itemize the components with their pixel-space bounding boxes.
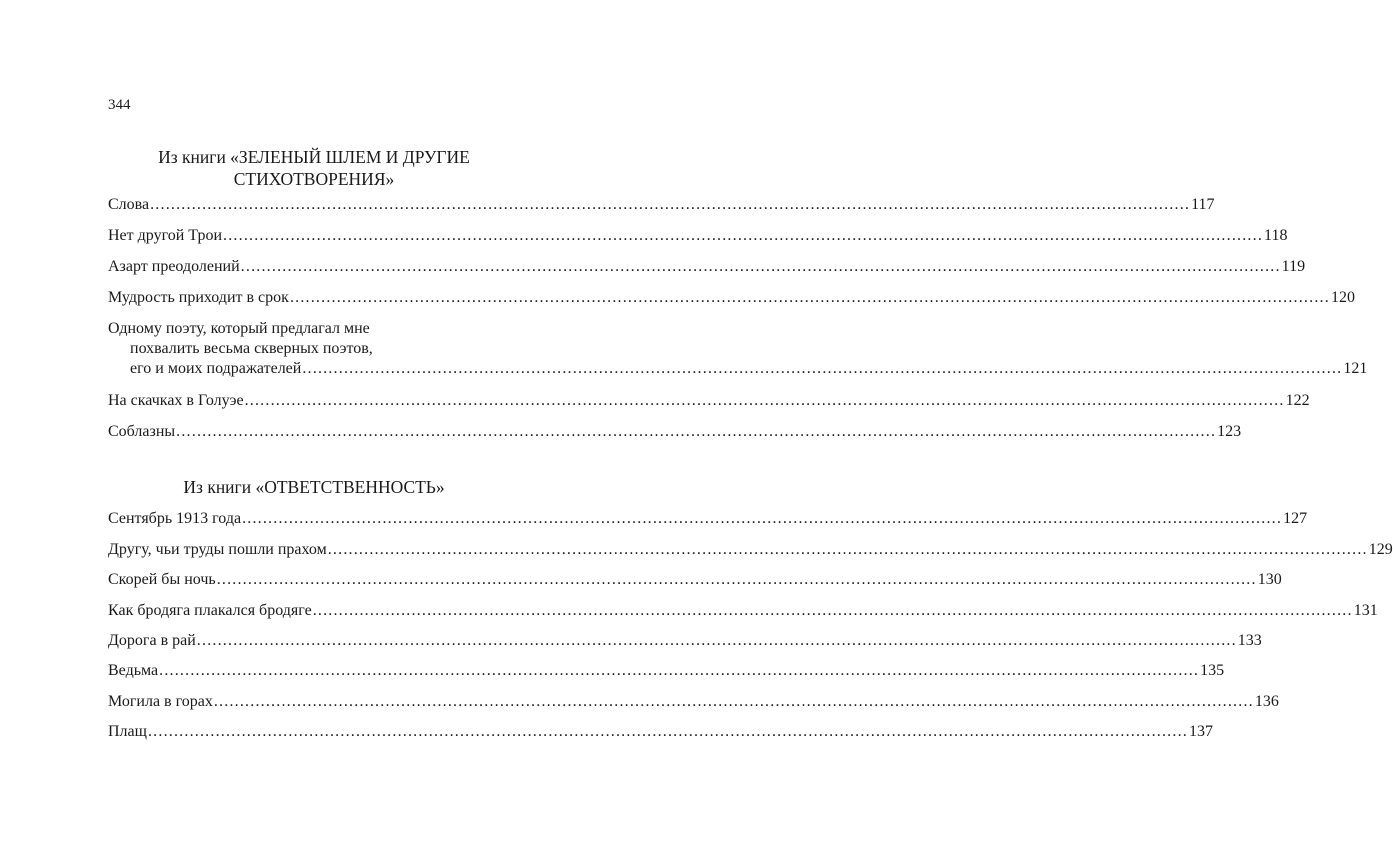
toc-title: Соблазны (108, 423, 176, 440)
toc-line (108, 257, 1306, 277)
toc-page-number: 121 (1343, 360, 1368, 377)
toc-line (108, 359, 1368, 379)
toc-page-number: 136 (1254, 693, 1279, 710)
dot-leader: ........................................................................................................................................................................................................ (196, 632, 1237, 649)
toc-title: Плащ (108, 723, 147, 740)
toc-title: Как бродяга плакался бродяге (108, 602, 312, 619)
toc-entry[interactable] (108, 195, 1215, 215)
dot-leader: ........................................................................................................................................................................................................ (302, 360, 1343, 377)
dot-leader: ........................................................................................................................................................................................................ (289, 289, 1330, 306)
toc-line (108, 570, 1282, 590)
toc-page-number: 127 (1283, 510, 1308, 527)
dot-leader: ........................................................................................................................................................................................................ (159, 662, 1200, 679)
toc-title: Другу, чьи труды пошли прахом (108, 541, 327, 558)
toc-line (108, 692, 1279, 712)
dot-leader: ........................................................................................................................................................................................................ (216, 571, 1257, 588)
toc-page-number: 131 (1353, 602, 1378, 619)
toc-page-number: 117 (1191, 196, 1215, 213)
toc-entry[interactable] (108, 692, 1279, 712)
toc-page-number: 130 (1257, 571, 1282, 588)
toc-entry[interactable] (108, 509, 1308, 529)
toc-line (108, 288, 1355, 308)
toc-title: На скачках в Голуэе (108, 392, 244, 409)
toc-title: Дорога в рай (108, 632, 196, 649)
toc-page-number: 120 (1330, 289, 1355, 306)
toc-page-number: 135 (1200, 662, 1225, 679)
toc-title-line: похвалить весьма скверных поэтов, (130, 340, 373, 357)
toc-line (108, 540, 1393, 560)
toc-page-number: 119 (1281, 258, 1306, 275)
toc-entry[interactable] (108, 288, 1355, 308)
toc-page-number: 122 (1285, 392, 1310, 409)
toc-entry[interactable] (108, 631, 1262, 651)
toc-title: Скорей бы ночь (108, 571, 216, 588)
toc-title: Мудрость приходит в срок (108, 289, 289, 306)
toc-title: Сентябрь 1913 года (108, 510, 242, 527)
toc-line (108, 722, 1213, 742)
dot-leader: ........................................................................................................................................................................................................ (147, 723, 1188, 740)
toc-entry[interactable] (108, 257, 1306, 277)
dot-leader: ........................................................................................................................................................................................................ (176, 423, 1217, 440)
toc-entry[interactable] (108, 601, 1378, 621)
page-number: 344 (108, 97, 131, 113)
toc-entry[interactable] (108, 661, 1225, 681)
toc-page-number: 137 (1188, 723, 1213, 740)
toc-title: Ведьма (108, 662, 159, 679)
toc-line (108, 601, 1378, 621)
toc-entry[interactable] (108, 391, 1310, 411)
toc-line (108, 661, 1225, 681)
toc-title: Слова (108, 196, 150, 213)
dot-leader: ........................................................................................................................................................................................................ (244, 392, 1285, 409)
toc-entry[interactable] (108, 570, 1282, 590)
dot-leader: ........................................................................................................................................................................................................ (327, 541, 1368, 558)
section-heading-line: СТИХОТВОРЕНИЯ» (233, 169, 395, 189)
toc-entry[interactable] (108, 422, 1242, 442)
section-heading (108, 146, 520, 190)
toc-title-line: его и моих подражателей (130, 360, 302, 377)
toc-line (108, 226, 1288, 246)
toc-title: Нет другой Трои (108, 227, 223, 244)
toc-page-number: 129 (1368, 541, 1393, 558)
toc-entry[interactable] (108, 319, 1368, 379)
section-heading-line: Из книги «ОТВЕТСТВЕННОСТЬ» (183, 477, 445, 497)
dot-leader: ........................................................................................................................................................................................................ (312, 602, 1353, 619)
toc-page-number: 133 (1237, 632, 1262, 649)
toc-entry[interactable] (108, 722, 1213, 742)
toc-page-number: 118 (1264, 227, 1288, 244)
toc-title: Азарт преодолений (108, 258, 240, 275)
dot-leader: ........................................................................................................................................................................................................ (242, 510, 1283, 527)
dot-leader: ........................................................................................................................................................................................................ (223, 227, 1264, 244)
toc-line (108, 391, 1310, 411)
toc-entry[interactable] (108, 540, 1393, 560)
dot-leader: ........................................................................................................................................................................................................ (240, 258, 1281, 275)
toc-entry[interactable] (108, 226, 1288, 246)
toc-line (108, 422, 1242, 442)
toc-line (108, 509, 1308, 529)
toc-line (108, 631, 1262, 651)
section-heading (108, 476, 520, 498)
dot-leader: ........................................................................................................................................................................................................ (150, 196, 1191, 213)
section-heading-line: Из книги «ЗЕЛЕНЫЙ ШЛЕМ И ДРУГИЕ (158, 147, 470, 167)
toc-title: Могила в горах (108, 693, 213, 710)
toc-line (108, 195, 1215, 215)
toc-page-number: 123 (1217, 423, 1242, 440)
dot-leader: ........................................................................................................................................................................................................ (213, 693, 1254, 710)
toc-title-line: Одному поэту, который предлагал мне (108, 320, 370, 337)
